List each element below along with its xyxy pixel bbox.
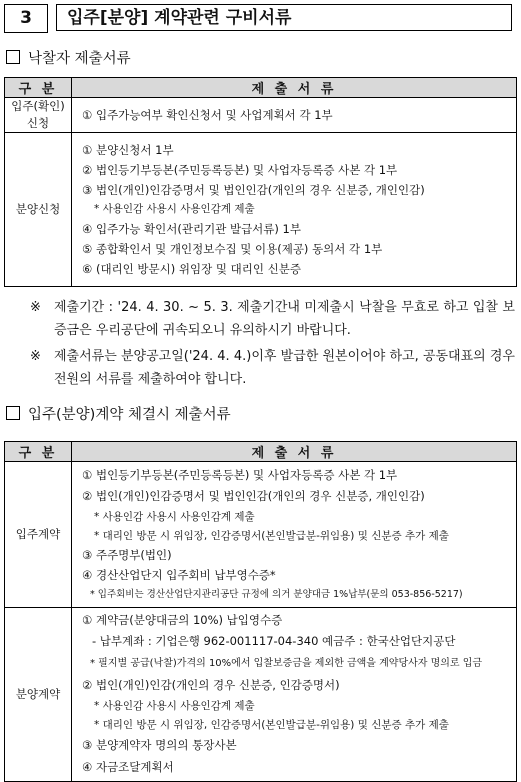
note-mark: ※ (30, 349, 41, 364)
table-row (5, 608, 517, 782)
list-item: ② 법인등기부등본(주민등록등본) 및 사업자등록증 사본 각 1부 (82, 162, 398, 177)
row-items (72, 608, 517, 782)
list-item: ① 계약금(분양대금의 10%) 납입영수증 (82, 613, 283, 627)
row-label: 입주계약 (5, 462, 72, 608)
row-label: 분양신청 (5, 133, 72, 287)
bidder-subtitle (6, 50, 131, 68)
list-item: ③ 주주명부(법인) (82, 548, 172, 562)
list-item: ① 분양신청서 1부 (82, 142, 174, 157)
list-item: ④ 자금조달계획서 (82, 760, 174, 774)
section-number: 3 (4, 4, 48, 33)
header-category: 구 분 (5, 442, 72, 462)
row-items (72, 462, 517, 608)
table-header-row (5, 78, 517, 98)
note-text: 제출기간 : '24. 4. 30. ~ 5. 3. 제출기간내 미제출시 낙찰을 무효로 하고 입찰 보증금은 우리공단에 귀속되오니 유의하시기 바랍니다. (54, 300, 515, 338)
header-category: 구 분 (5, 78, 72, 98)
list-item: - 납부계좌 : 기업은행 962-001117-04-340 예금주 : 한국산업단지공단 (92, 634, 456, 648)
checkbox-icon (6, 406, 20, 420)
checkbox-icon (6, 50, 20, 64)
list-item: ③ 법인(개인)인감증명서 및 법인인감(개인의 경우 신분증, 개인인감) (82, 182, 425, 197)
contract-subtitle-text: 입주(분양)계약 체결시 제출서류 (28, 407, 231, 423)
list-item: ① 입주가능여부 확인신청서 및 사업계획서 각 1부 (82, 107, 333, 122)
table-row (5, 98, 517, 133)
list-item: * 사용인감 사용시 사용인감계 제출 (94, 699, 255, 712)
note-mark: ※ (30, 300, 41, 315)
note-item (30, 296, 515, 342)
list-item: ② 법인(개인)인감증명서 및 법인인감(개인의 경우 신분증, 개인인감) (82, 489, 425, 503)
list-item: * 사용인감 사용시 사용인감계 제출 (94, 203, 255, 215)
contract-table (4, 441, 517, 782)
header-documents: 제 출 서 류 (72, 78, 517, 98)
bidder-table (4, 77, 517, 287)
section-header (4, 4, 516, 33)
list-item: * 사용인감 사용시 사용인감계 제출 (94, 511, 255, 523)
table-row (5, 462, 517, 608)
list-item: ② 법인(개인)인감(개인의 경우 신분증, 인감증명서) (82, 678, 340, 692)
row-label: 분양계약 (5, 608, 72, 782)
notes-block (30, 296, 515, 394)
list-item: ③ 분양계약자 명의의 통장사본 (82, 738, 237, 752)
list-item: ① 법인등기부등본(주민등록등본) 및 사업자등록증 사본 각 1부 (82, 468, 398, 482)
list-item: ⑤ 종합확인서 및 개인정보수집 및 이용(제공) 동의서 각 1부 (82, 241, 383, 256)
list-item: * 대리인 방문 시 위임장, 인감증명서(본인발급분-위임용) 및 신분증 추가 제출 (94, 718, 449, 731)
note-item (30, 345, 515, 391)
contract-subtitle (6, 406, 231, 424)
row-items (72, 98, 517, 133)
table-header-row (5, 442, 517, 462)
table-row (5, 133, 517, 287)
bidder-subtitle-text: 낙찰자 제출서류 (28, 51, 131, 67)
row-label-text: 입주(확인) 신청 (11, 99, 65, 130)
list-item: * 필지별 공급(낙찰)가격의 10%에서 입찰보증금을 제외한 금액을 계약당사자 명의로 입금 (90, 658, 483, 669)
section-title: 입주[분양] 계약관련 구비서류 (56, 4, 512, 31)
note-text: 제출서류는 분양공고일('24. 4. 4.)이후 발급한 원본이어야 하고, 공동대표의 경우 전원의 서류를 제출하여야 합니다. (54, 349, 515, 387)
row-items (72, 133, 517, 287)
list-item: * 입주회비는 경산산업단지관리공단 규정에 의거 분양대금 1%납부(문의 053-856-5217) (90, 589, 463, 600)
list-item: * 대리인 방문 시 위임장, 인감증명서(본인발급분-위임용) 및 신분증 추가 제출 (94, 530, 449, 542)
list-item: ④ 경산산업단지 입주회비 납부영수증* (82, 568, 276, 582)
list-item: ④ 입주가능 확인서(관리기관 발급서류) 1부 (82, 221, 301, 236)
row-label (5, 98, 72, 133)
list-item: ⑥ (대리인 방문시) 위임장 및 대리인 신분증 (82, 261, 301, 276)
header-documents: 제 출 서 류 (72, 442, 517, 462)
